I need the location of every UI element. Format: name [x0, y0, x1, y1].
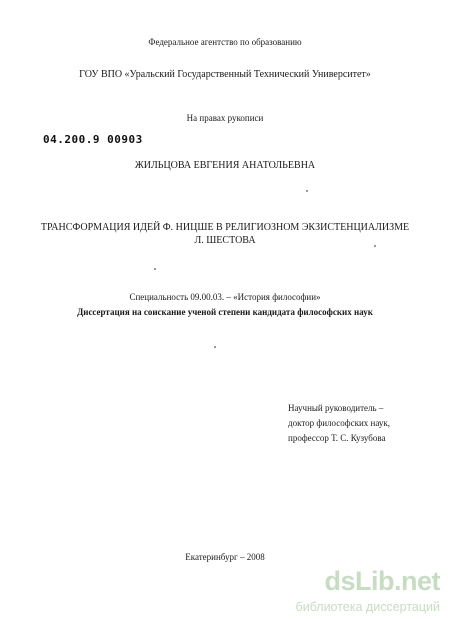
supervisor-name: профессор Т. С. Кузубова [288, 433, 386, 443]
place-year: Екатеринбург – 2008 [185, 552, 265, 562]
agency-line: Федеральное агентство по образованию [148, 37, 302, 47]
specialty-line: Специальность 09.00.03. – «История философии» [129, 292, 321, 302]
manuscript-note: На правах рукописи [186, 113, 264, 123]
watermark-logo: dsLib.net [324, 566, 440, 596]
author-name: ЖИЛЬЦОВА ЕВГЕНИЯ АНАТОЛЬЕВНА [134, 160, 316, 171]
scan-speck [214, 346, 216, 348]
scan-speck [306, 190, 308, 192]
scan-speck [154, 268, 156, 270]
supervisor-degree: доктор философских наук, [288, 418, 390, 428]
watermark-subtitle: библиотека диссертаций [295, 600, 440, 614]
supervisor-role: Научный руководитель – [288, 403, 384, 413]
dissertation-title-line-2: Л. ШЕСТОВА [194, 235, 256, 246]
degree-line: Диссертация на соискание ученой степени кандидата философских наук [77, 307, 373, 317]
dslib-watermark [276, 566, 446, 616]
registry-stamp: 04.200.9 00903 [43, 133, 143, 146]
dissertation-title-line-1: ТРАНСФОРМАЦИЯ ИДЕЙ Ф. НИЦШЕ В РЕЛИГИОЗНОМ ЭКЗИСТЕНЦИАЛИЗМЕ [40, 222, 410, 233]
university-line: ГОУ ВПО «Уральский Государственный Технический Университет» [79, 69, 371, 80]
scan-speck [374, 245, 376, 247]
